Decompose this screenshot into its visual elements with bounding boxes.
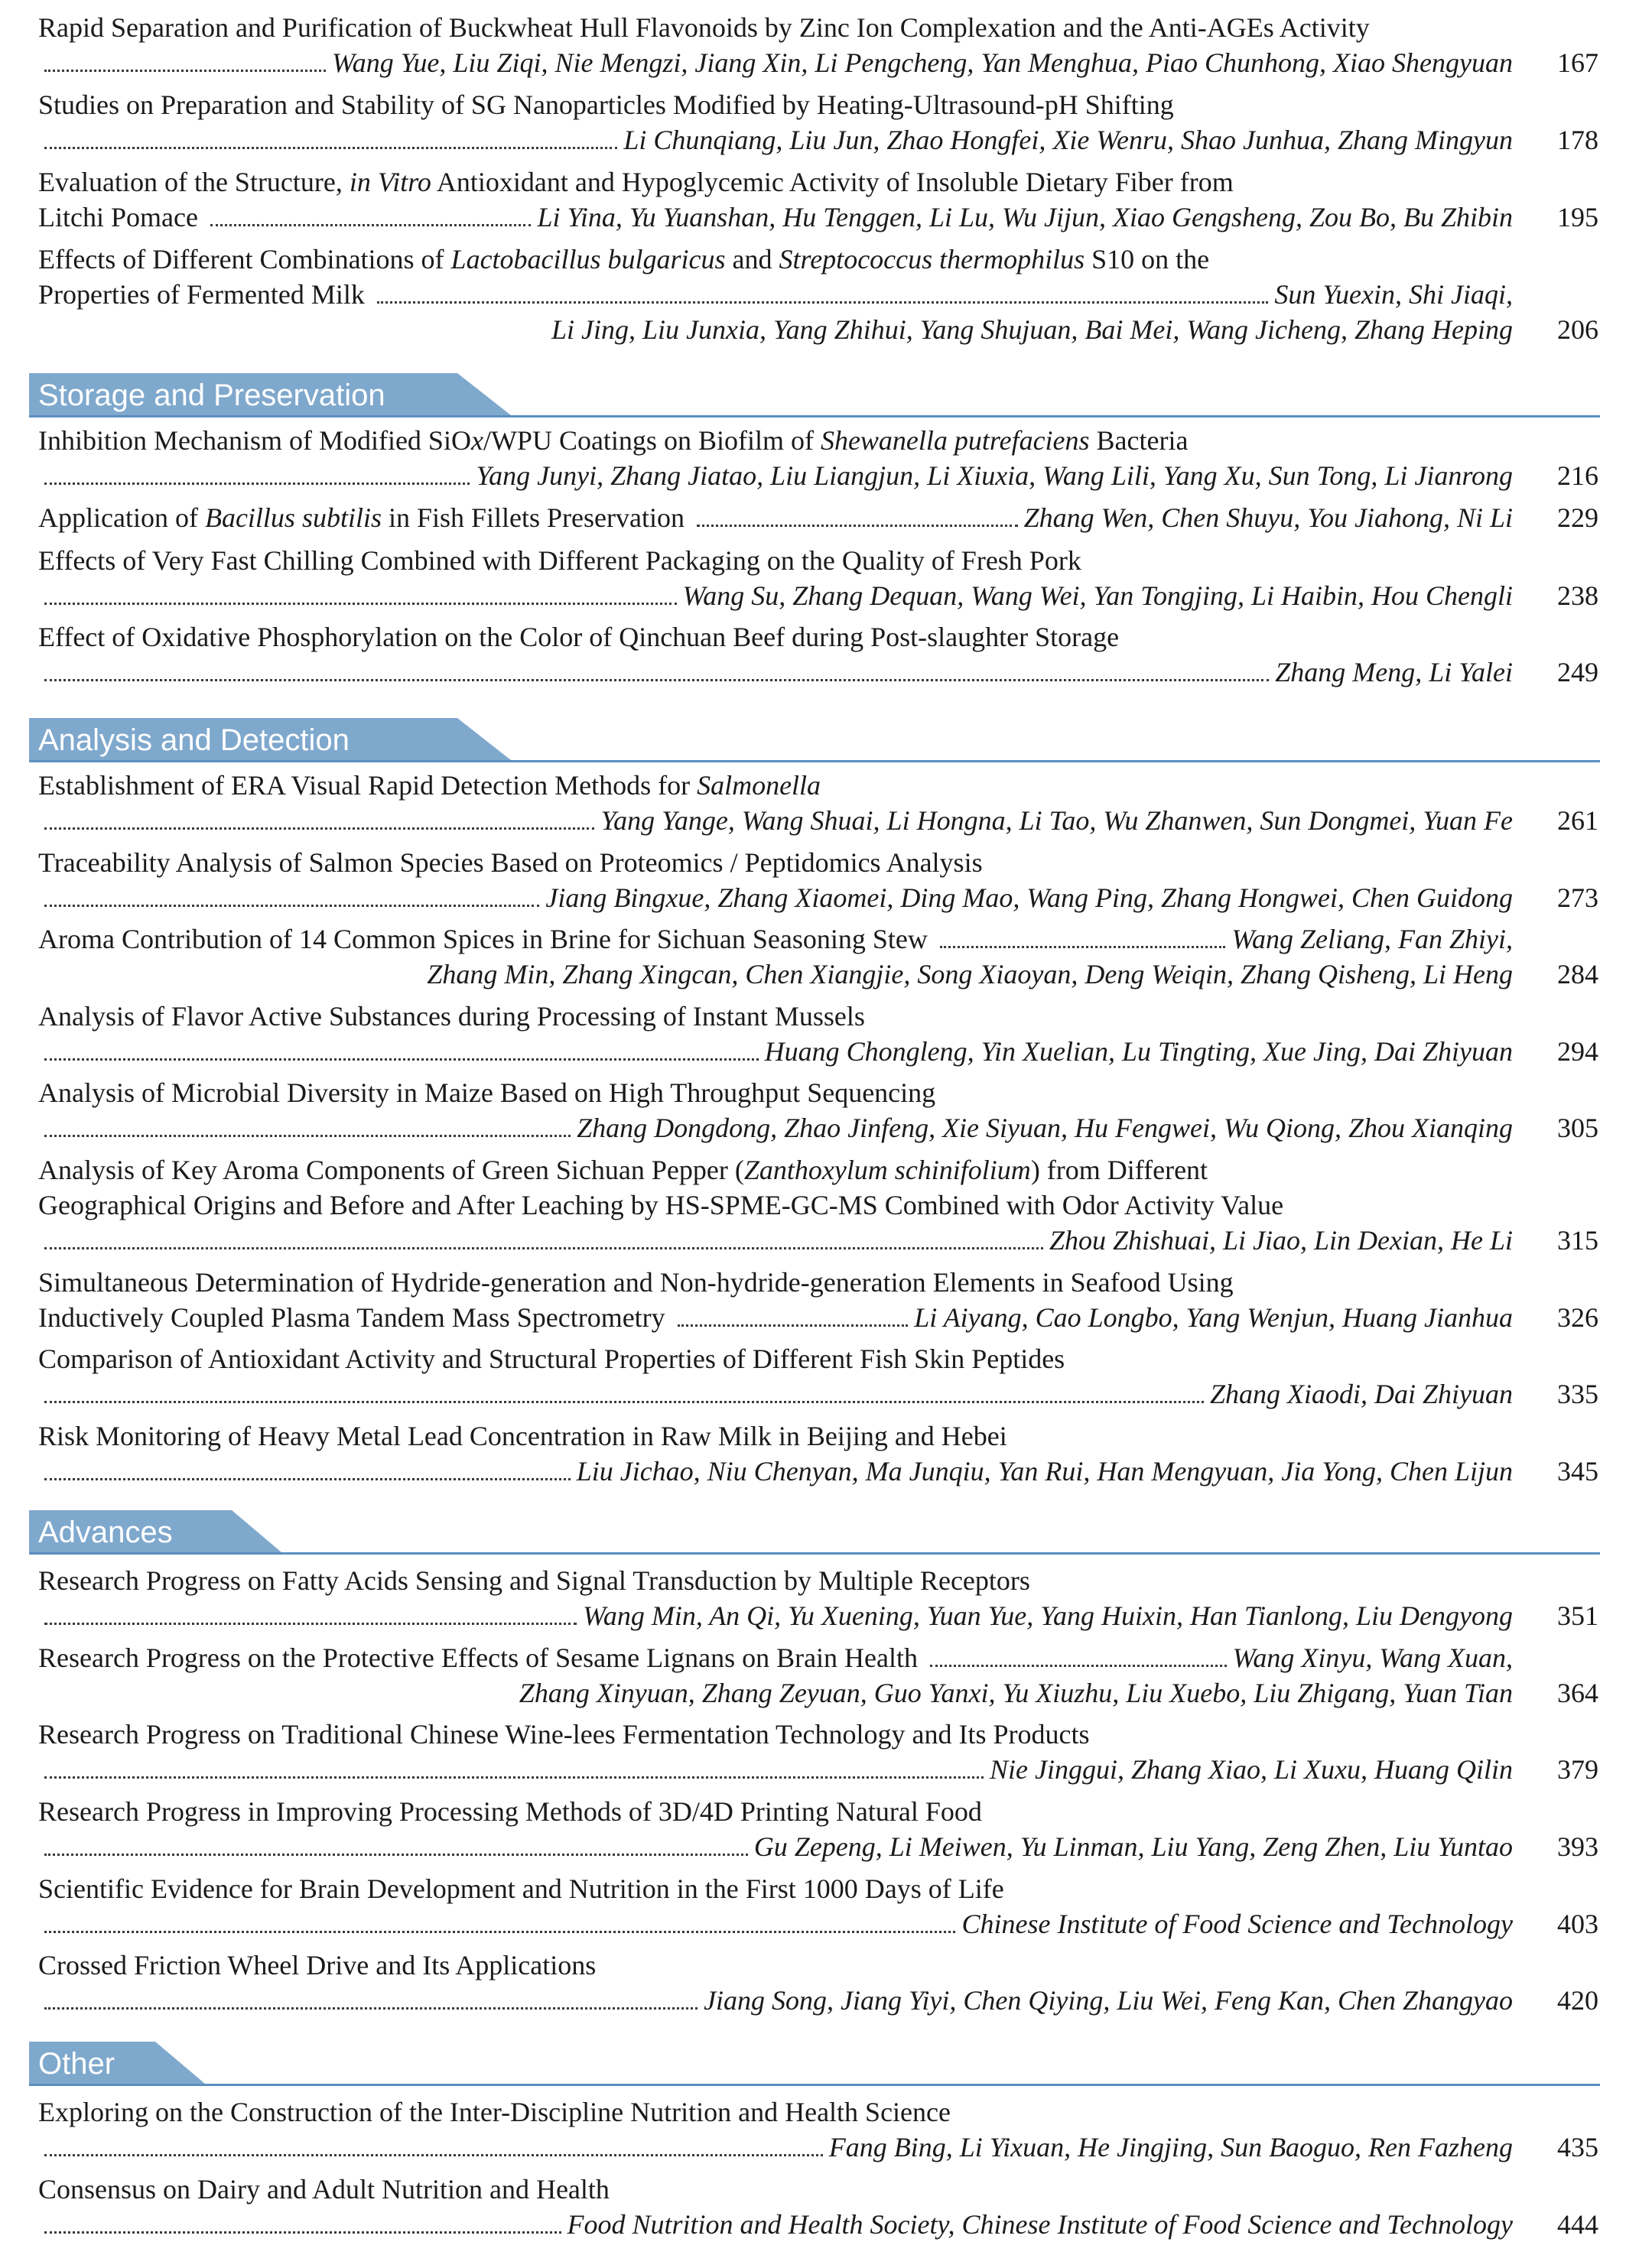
dot-leader bbox=[44, 603, 677, 605]
entry-title: Effects of Different Combinations of Lactobacillus bulgaricus and Streptococcus thermophilus S10 on the bbox=[38, 244, 1210, 275]
dot-leader bbox=[940, 946, 1225, 948]
page-number: 435 bbox=[1557, 2132, 1598, 2162]
entry-authors: Zhang Xinyuan, Zhang Zeyuan, Guo Yanxi, Yu Xiuzhu, Liu Xuebo, Liu Zhigang, Yuan Tian bbox=[519, 1678, 1513, 1708]
toc-entry bbox=[38, 164, 1598, 235]
page-number: 229 bbox=[1557, 502, 1598, 533]
page-number: 178 bbox=[1557, 125, 1598, 155]
page-number: 444 bbox=[1557, 2209, 1598, 2240]
dot-leader bbox=[44, 1623, 577, 1625]
entry-authors: Nie Jinggui, Zhang Xiao, Li Xuxu, Huang Qilin bbox=[990, 1754, 1513, 1785]
entry-authors: Wang Min, An Qi, Yu Xuening, Yuan Yue, Yang Huixin, Han Tianlong, Liu Dengyong bbox=[583, 1600, 1513, 1631]
page-number: 335 bbox=[1557, 1379, 1598, 1409]
dot-leader bbox=[44, 1058, 759, 1061]
toc-entry bbox=[38, 1871, 1598, 1941]
toc-entry bbox=[38, 619, 1598, 690]
entry-authors: Li Yina, Yu Yuanshan, Hu Tenggen, Li Lu, Wu Jijun, Xiao Gengsheng, Zou Bo, Bu Zhibin bbox=[537, 202, 1513, 232]
toc-entry bbox=[38, 999, 1598, 1069]
section-title: Storage and Preservation bbox=[38, 379, 385, 412]
toc-entry bbox=[38, 1563, 1598, 1633]
page-number: 326 bbox=[1557, 1302, 1598, 1333]
dot-leader bbox=[44, 1401, 1204, 1403]
entry-title: Exploring on the Construction of the Inter-Discipline Nutrition and Health Science bbox=[38, 2097, 951, 2127]
entry-title: Studies on Preparation and Stability of SG Nanoparticles Modified by Heating-Ultrasound-pH Shifting bbox=[38, 89, 1174, 120]
toc-entry bbox=[38, 543, 1598, 613]
toc-entry bbox=[38, 1418, 1598, 1489]
entry-title: Crossed Friction Wheel Drive and Its Applications bbox=[38, 1950, 597, 1980]
page-number: 379 bbox=[1557, 1754, 1598, 1785]
entry-title: Risk Monitoring of Heavy Metal Lead Concentration in Raw Milk in Beijing and Hebei bbox=[38, 1421, 1007, 1451]
page-number: 284 bbox=[1557, 959, 1598, 989]
section-title: Other bbox=[38, 2047, 115, 2081]
entry-title-cont: Inductively Coupled Plasma Tandem Mass Spectrometry bbox=[38, 1302, 665, 1333]
section-header-other bbox=[29, 2042, 1600, 2086]
dot-leader bbox=[697, 525, 1018, 527]
dot-leader bbox=[44, 1854, 748, 1856]
dot-leader bbox=[44, 2007, 698, 2010]
toc-entry bbox=[38, 10, 1598, 80]
entry-authors: Zhang Wen, Chen Shuyu, You Jiahong, Ni Li bbox=[1023, 502, 1513, 533]
section-title: Analysis and Detection bbox=[38, 723, 350, 757]
section-header-storage bbox=[29, 373, 1600, 418]
page-number: 351 bbox=[1557, 1600, 1598, 1631]
toc-entry bbox=[38, 1640, 1598, 1711]
entry-authors: Fang Bing, Li Yixuan, He Jingjing, Sun Baoguo, Ren Fazheng bbox=[828, 2132, 1513, 2162]
entry-title: Consensus on Dairy and Adult Nutrition and Health bbox=[38, 2174, 610, 2205]
entry-authors: Yang Junyi, Zhang Jiatao, Liu Liangjun, Li Xiuxia, Wang Lili, Yang Xu, Sun Tong, Li Jianrong bbox=[476, 460, 1513, 491]
toc-entry bbox=[38, 845, 1598, 915]
entry-authors: Sun Yuexin, Shi Jiaqi, bbox=[1274, 279, 1513, 310]
page-number: 345 bbox=[1557, 1456, 1598, 1487]
toc-entry bbox=[38, 768, 1598, 838]
dot-leader bbox=[44, 483, 470, 485]
entry-title: Analysis of Key Aroma Components of Green Sichuan Pepper (Zanthoxylum schinifolium) from Different bbox=[38, 1155, 1208, 1185]
toc-entry bbox=[38, 921, 1598, 992]
entry-authors: Wang Xinyu, Wang Xuan, bbox=[1232, 1643, 1513, 1673]
entry-title: Research Progress on Fatty Acids Sensing and Signal Transduction by Multiple Receptors bbox=[38, 1565, 1030, 1596]
entry-title: Analysis of Microbial Diversity in Maize Based on High Throughput Sequencing bbox=[38, 1077, 936, 1108]
toc-entry bbox=[38, 1152, 1598, 1258]
entry-authors: Wang Zeliang, Fan Zhiyi, bbox=[1231, 924, 1513, 954]
toc-entry bbox=[38, 1265, 1598, 1335]
entry-title: Simultaneous Determination of Hydride-generation and Non-hydride-generation Elements in Seafood Using bbox=[38, 1267, 1234, 1298]
entry-authors: Gu Zepeng, Li Meiwen, Yu Linman, Liu Yang, Zeng Zhen, Liu Yuntao bbox=[753, 1831, 1513, 1862]
dot-leader bbox=[44, 2231, 561, 2234]
page-number: 206 bbox=[1557, 314, 1598, 345]
entry-title: Rapid Separation and Purification of Buckwheat Hull Flavonoids by Zinc Ion Complexation and the Anti-AGEs Activity bbox=[38, 12, 1370, 43]
entry-title: Establishment of ERA Visual Rapid Detection Methods for Salmonella bbox=[38, 770, 821, 801]
entry-title: Analysis of Flavor Active Substances during Processing of Instant Mussels bbox=[38, 1001, 865, 1032]
page-number: 273 bbox=[1557, 882, 1598, 913]
entry-title: Effects of Very Fast Chilling Combined with Different Packaging on the Quality of Fresh Pork bbox=[38, 545, 1081, 576]
page-number: 294 bbox=[1557, 1036, 1598, 1067]
dot-leader bbox=[44, 1478, 571, 1480]
entry-title-cont: Litchi Pomace bbox=[38, 202, 198, 232]
dot-leader bbox=[44, 905, 539, 907]
entry-title: Aroma Contribution of 14 Common Spices in Brine for Sichuan Seasoning Stew bbox=[38, 924, 928, 954]
toc-entry bbox=[38, 242, 1598, 347]
dot-leader bbox=[44, 70, 326, 72]
entry-title: Evaluation of the Structure, in Vitro Antioxidant and Hypoglycemic Activity of Insoluble Dietary Fiber from bbox=[38, 167, 1234, 197]
toc-entry bbox=[38, 2094, 1598, 2165]
dot-leader bbox=[44, 1931, 955, 1933]
toc-entry bbox=[38, 423, 1598, 493]
entry-title: Inhibition Mechanism of Modified SiOx/WPU Coatings on Biofilm of Shewanella putrefaciens Bacteria bbox=[38, 425, 1189, 456]
toc-entry bbox=[38, 1075, 1598, 1145]
toc-entry bbox=[38, 1948, 1598, 2018]
entry-authors: Zhang Meng, Li Yalei bbox=[1275, 657, 1513, 687]
dot-leader bbox=[44, 1776, 984, 1779]
entry-authors: Li Aiyang, Cao Longbo, Yang Wenjun, Huang Jianhua bbox=[914, 1302, 1513, 1333]
toc-entry bbox=[38, 1794, 1598, 1864]
section-header-advances bbox=[29, 1510, 1600, 1555]
entry-title: Comparison of Antioxidant Activity and Structural Properties of Different Fish Skin Peptides bbox=[38, 1344, 1065, 1374]
page-number: 420 bbox=[1557, 1985, 1598, 2016]
page-number: 403 bbox=[1557, 1909, 1598, 1939]
entry-title: Traceability Analysis of Salmon Species Based on Proteomics / Peptidomics Analysis bbox=[38, 847, 983, 878]
page-number: 238 bbox=[1557, 580, 1598, 611]
toc-entry bbox=[38, 1341, 1598, 1412]
entry-title: Scientific Evidence for Brain Development and Nutrition in the First 1000 Days of Life bbox=[38, 1873, 1004, 1904]
entry-title: Research Progress on Traditional Chinese Wine-lees Fermentation Technology and Its Products bbox=[38, 1719, 1090, 1750]
dot-leader bbox=[44, 827, 594, 830]
entry-title-cont: Properties of Fermented Milk bbox=[38, 279, 365, 310]
dot-leader bbox=[44, 147, 617, 149]
dot-leader bbox=[44, 2154, 823, 2156]
entry-authors: Zhang Dongdong, Zhao Jinfeng, Xie Siyuan, Hu Fengwei, Wu Qiong, Zhou Xianqing bbox=[577, 1113, 1513, 1143]
entry-authors: Wang Yue, Liu Ziqi, Nie Mengzi, Jiang Xin, Li Pengcheng, Yan Menghua, Piao Chunhong, Xiao Shengyuan bbox=[332, 47, 1513, 78]
entry-authors: Zhang Min, Zhang Xingcan, Chen Xiangjie, Song Xiaoyan, Deng Weiqin, Zhang Qisheng, Li Heng bbox=[427, 959, 1513, 989]
entry-authors: Zhang Xiaodi, Dai Zhiyuan bbox=[1209, 1379, 1513, 1409]
entry-authors: Chinese Institute of Food Science and Technology bbox=[961, 1909, 1513, 1939]
toc-entry bbox=[38, 1717, 1598, 1787]
dot-leader bbox=[44, 679, 1269, 681]
entry-authors: Liu Jichao, Niu Chenyan, Ma Junqiu, Yan Rui, Han Mengyuan, Jia Yong, Chen Lijun bbox=[576, 1456, 1513, 1487]
section-title: Advances bbox=[38, 1516, 173, 1549]
entry-authors: Wang Su, Zhang Dequan, Wang Wei, Yan Tongjing, Li Haibin, Hou Chengli bbox=[682, 580, 1513, 611]
entry-title-cont: Geographical Origins and Before and After Leaching by HS-SPME-GC-MS Combined with Odor Activity Value bbox=[38, 1190, 1284, 1220]
entry-authors: Jiang Song, Jiang Yiyi, Chen Qiying, Liu Wei, Feng Kan, Chen Zhangyao bbox=[704, 1985, 1513, 2016]
page-number: 216 bbox=[1557, 460, 1598, 491]
entry-title: Application of Bacillus subtilis in Fish Fillets Preservation bbox=[38, 502, 685, 533]
toc-entry bbox=[38, 87, 1598, 158]
entry-authors: Huang Chongleng, Yin Xuelian, Lu Tingting, Xue Jing, Dai Zhiyuan bbox=[764, 1036, 1513, 1067]
entry-title: Research Progress in Improving Processing Methods of 3D/4D Printing Natural Food bbox=[38, 1796, 982, 1827]
entry-authors: Food Nutrition and Health Society, Chinese Institute of Food Science and Technology bbox=[567, 2209, 1513, 2240]
dot-leader bbox=[44, 1247, 1043, 1249]
dot-leader bbox=[377, 301, 1268, 304]
entry-title: Effect of Oxidative Phosphorylation on the Color of Qinchuan Beef during Post-slaughter Storage bbox=[38, 622, 1120, 652]
entry-authors: Li Chunqiang, Liu Jun, Zhao Hongfei, Xie Wenru, Shao Junhua, Zhang Mingyun bbox=[623, 125, 1513, 155]
dot-leader bbox=[210, 224, 532, 226]
page-number: 249 bbox=[1557, 657, 1598, 687]
dot-leader bbox=[44, 1135, 571, 1137]
section-header-analysis bbox=[29, 718, 1600, 762]
page-number: 393 bbox=[1557, 1831, 1598, 1862]
toc-entry bbox=[38, 500, 1598, 535]
page-number: 261 bbox=[1557, 805, 1598, 836]
entry-authors: Yang Yange, Wang Shuai, Li Hongna, Li Tao, Wu Zhanwen, Sun Dongmei, Yuan Fe bbox=[600, 805, 1513, 836]
page-number: 167 bbox=[1557, 47, 1598, 78]
page-number: 305 bbox=[1557, 1113, 1598, 1143]
page-number: 195 bbox=[1557, 202, 1598, 232]
entry-title: Research Progress on the Protective Effects of Sesame Lignans on Brain Health bbox=[38, 1643, 919, 1673]
dot-leader bbox=[930, 1665, 1227, 1667]
page-number: 315 bbox=[1557, 1225, 1598, 1256]
entry-authors: Li Jing, Liu Junxia, Yang Zhihui, Yang Shujuan, Bai Mei, Wang Jicheng, Zhang Heping bbox=[551, 314, 1513, 345]
dot-leader bbox=[678, 1324, 909, 1327]
toc-entry bbox=[38, 2172, 1598, 2242]
entry-authors: Jiang Bingxue, Zhang Xiaomei, Ding Mao, Wang Ping, Zhang Hongwei, Chen Guidong bbox=[545, 882, 1513, 913]
entry-authors: Zhou Zhishuai, Li Jiao, Lin Dexian, He Li bbox=[1049, 1225, 1513, 1256]
page-number: 364 bbox=[1557, 1678, 1598, 1708]
